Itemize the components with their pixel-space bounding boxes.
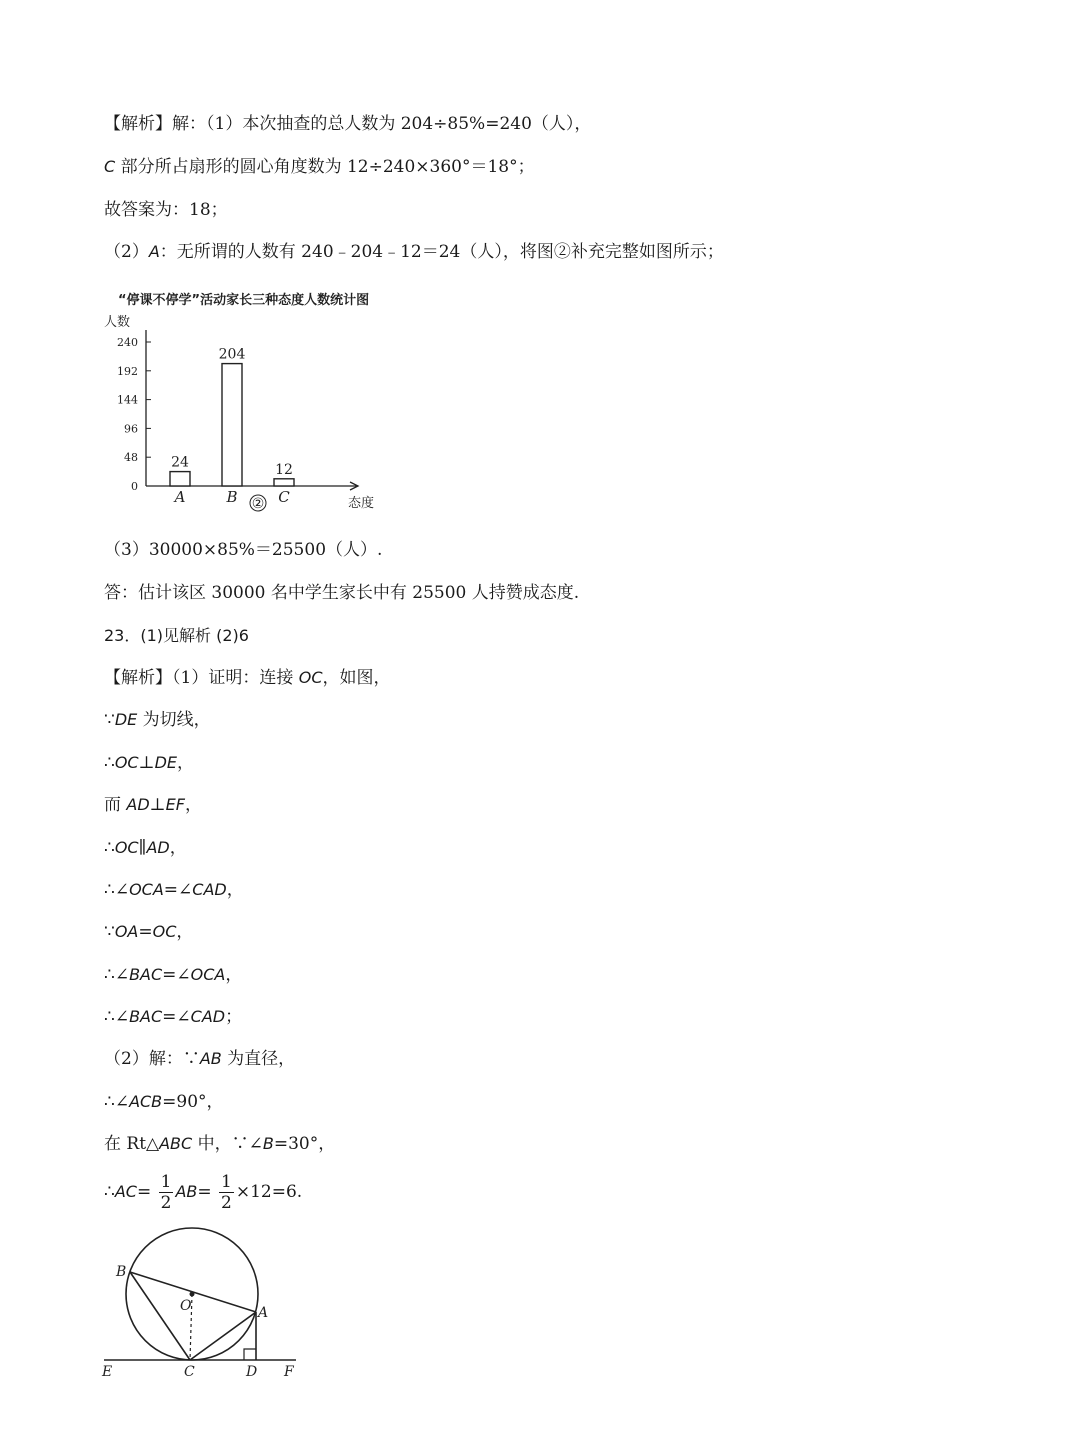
text-line: ∴∠OCA=∠CAD， bbox=[104, 880, 244, 900]
text-line: （2）A：无所谓的人数有 240﹣204﹣12＝24（人），将图②补充完整如图所示； bbox=[104, 242, 724, 262]
text-line: 故答案为：18； bbox=[104, 200, 228, 220]
text-line: ∵DE 为切线， bbox=[104, 710, 211, 730]
point-label-a: A bbox=[258, 1305, 269, 1321]
y-tick-label: 0 bbox=[131, 480, 138, 493]
y-tick-label: 48 bbox=[124, 451, 138, 465]
bar-b bbox=[222, 364, 242, 486]
y-tick-label: 144 bbox=[117, 393, 138, 407]
right-angle-mark bbox=[244, 1349, 256, 1360]
y-tick-label: 192 bbox=[117, 364, 138, 378]
text-line: ∴OC⊥DE， bbox=[104, 753, 195, 773]
chart-xlabels bbox=[173, 488, 291, 506]
question-number-line: 23．(1)见解析 (2)6 bbox=[104, 626, 249, 645]
text-line: ∴∠BAC=∠CAD； bbox=[104, 1007, 243, 1027]
text-line: 答：估计该区 30000 名中学生家长中有 25500 人持赞成态度. bbox=[104, 583, 580, 603]
chart-xlabel: 态度 bbox=[348, 496, 375, 511]
text-line: 而 AD⊥EF， bbox=[104, 795, 202, 815]
figure-number-label: ② bbox=[251, 496, 265, 512]
text-line: 【解析】解：（1）本次抽查的总人数为 204÷85%=240（人）， bbox=[104, 114, 592, 134]
data-label-a: 24 bbox=[171, 454, 189, 471]
chart-title: “停课不停学”活动家长三种态度人数统计图 bbox=[118, 293, 370, 308]
point-label-c: C bbox=[184, 1364, 195, 1380]
text-line: ∵OA=OC， bbox=[104, 922, 194, 942]
text-line: ∴∠ACB=90°， bbox=[104, 1092, 224, 1112]
bar-chart bbox=[100, 286, 420, 522]
bar-a bbox=[170, 472, 190, 486]
segment-bc bbox=[130, 1272, 190, 1360]
bar-c bbox=[274, 479, 294, 486]
text-line: ∴OC∥AD， bbox=[104, 838, 187, 858]
point-label-d: D bbox=[246, 1364, 258, 1380]
point-label-o: O bbox=[180, 1298, 192, 1314]
x-category-label: C bbox=[278, 488, 290, 506]
chart-ylabel: 人数 bbox=[104, 315, 131, 330]
text-line: ∴∠BAC=∠OCA， bbox=[104, 965, 243, 985]
text-line: C 部分所占扇形的圆心角度数为 12÷240×360°＝18°； bbox=[104, 157, 535, 177]
text-line: 【解析】（1）证明：连接 OC，如图， bbox=[104, 668, 391, 688]
circle-tangent-figure bbox=[96, 1226, 316, 1382]
center-dot bbox=[190, 1292, 195, 1297]
chart-bars bbox=[170, 347, 294, 486]
point-label-f: F bbox=[284, 1364, 294, 1380]
fraction-line: ∴AC= $\frac{1}{2}$ AB= $\frac{1}{2}$ ×12=6. bbox=[104, 1172, 303, 1213]
x-category-label: B bbox=[226, 488, 238, 506]
text-line: （3）30000×85%＝25500（人）. bbox=[104, 540, 383, 560]
point-label-b: B bbox=[116, 1264, 127, 1280]
y-tick-label: 96 bbox=[124, 422, 138, 436]
point-label-e: E bbox=[102, 1364, 113, 1380]
data-label-c: 12 bbox=[275, 461, 293, 478]
data-label-b: 204 bbox=[218, 346, 246, 363]
fraction-half: $\frac{1}{2}$ bbox=[221, 1172, 232, 1213]
text-line: （2）解：∵AB 为直径， bbox=[104, 1049, 296, 1069]
y-tick-label: 240 bbox=[117, 336, 138, 349]
x-category-label: A bbox=[174, 488, 186, 506]
text-line: 在 Rt△ABC 中，∵∠B=30°， bbox=[104, 1134, 336, 1154]
fraction-half: $\frac{1}{2}$ bbox=[160, 1172, 172, 1213]
